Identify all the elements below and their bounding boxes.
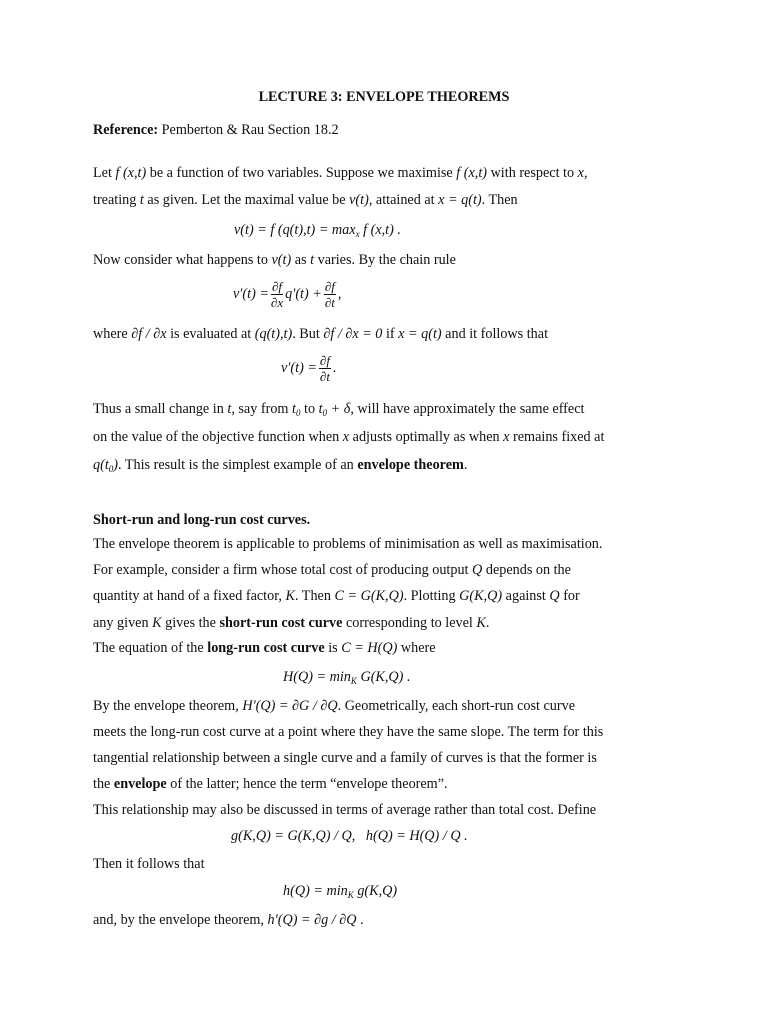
math-q-t-t: (q(t),t) [254,326,293,342]
q-t0-subscript: 0 [108,464,114,474]
math-df-dx: ∂f / ∂x [131,326,167,342]
eq-text: v(t) = f (q(t),t) = max [234,222,356,238]
q-t0-base: q(t [93,457,109,473]
section2-line-1: The envelope theorem is applicable to problems of minimisation as well as maximisation. [93,536,603,552]
math-v-t: v(t) [349,192,369,208]
eq-subscript: x [355,229,360,239]
math-df-dx-zero: ∂f / ∂x = 0 [323,326,383,342]
text: , will have approximately the same effect [350,401,585,417]
text: of the latter; hence the term “envelope theorem”. [166,776,448,792]
equation-2 [233,279,341,310]
text: The equation of the [93,640,208,656]
intro-line-5 [93,400,584,418]
section2-line-8: tangential relationship between a single curve and a family of curves is that the former is [93,750,597,766]
text: . Geometrically, each short-run cost curve [337,698,576,714]
section2-line-2 [93,561,571,579]
eq-subscript: K [347,890,354,900]
text: Let [93,165,116,181]
text: the [93,776,114,792]
math-K: K [152,615,162,631]
text: on the value of the objective function when [93,429,343,445]
page-title: LECTURE 3: ENVELOPE THEOREMS [258,89,510,105]
math-x-eq-q: x = q(t) [398,326,442,342]
math-G-K-Q: G(K,Q) [459,588,503,604]
fraction-df-dx [271,279,283,310]
eq-text: , [337,285,342,302]
eq-subscript: K [350,676,357,686]
text: be a function of two variables. Suppose we maximise [146,165,457,181]
math-C-eq-G: C = G(K,Q) [334,588,404,604]
text: and it follows that [441,326,549,342]
section2-line-3 [93,587,580,605]
text: . [463,457,468,473]
text: is [324,640,342,656]
math-f-x-t: f (x,t) [456,165,488,181]
equation-5: g(K,Q) = G(K,Q) / Q, h(Q) = H(Q) / Q . [231,828,468,844]
math-Q: Q [472,562,483,578]
eq-text: . [332,359,337,376]
t0-base: t [292,401,296,417]
numerator: ∂f [272,279,283,294]
eq-text: h(Q) = min [283,883,348,899]
equation-1 [234,221,401,239]
math-x: x [577,165,584,181]
text: By the envelope theorem, [93,698,243,714]
section2-line-12 [93,911,364,929]
section2-line-5 [93,639,436,657]
eq-text: G(K,Q) . [356,669,411,685]
fraction-df-dt [324,279,336,310]
intro-line-7 [93,456,467,474]
math-x: x [503,429,510,445]
text: remains fixed at [509,429,605,445]
text: treating [93,192,140,208]
math-Q: Q [549,588,560,604]
math-x-eq-q: x = q(t) [438,192,482,208]
section-heading: Short-run and long-run cost curves. [93,512,311,528]
text: , attained at [368,192,439,208]
text: any given [93,615,153,631]
text: corresponding to level [342,615,477,631]
math-K: K [285,588,295,604]
eq-text: g(K,Q) [353,883,398,899]
text: gives the [161,615,220,631]
text: for [559,588,580,604]
math-C-eq-H: C = H(Q) [341,640,398,656]
intro-line-1 [93,164,588,182]
section2-line-6 [93,697,575,715]
text: . Then [294,588,335,604]
text: . [485,615,490,631]
math-t: t [139,192,144,208]
bold-term: short-run cost curve [219,615,343,631]
text: , [583,165,588,181]
numerator: ∂f [324,279,335,294]
text: . This result is the simplest example of an [118,457,358,473]
text: For example, consider a firm whose total cost of producing output [93,562,473,578]
plus-delta: + δ [327,401,351,417]
bold-term: long-run cost curve [207,640,325,656]
denominator: ∂t [319,369,330,384]
math-H-prime: H′(Q) = ∂G / ∂Q [242,698,338,714]
q-t0-close: ) [113,457,118,473]
eq-text: q′(t) + [285,285,322,302]
t0-subscript: 0 [322,408,328,418]
math-t: t [310,252,315,268]
denominator: ∂x [270,295,284,310]
eq-text: H(Q) = min [283,669,351,685]
math-f-x-t: f (x,t) [115,165,147,181]
equation-4 [283,668,411,686]
text: if [382,326,399,342]
text: Thus a small change in [93,401,228,417]
math-K: K [476,615,486,631]
numerator: ∂f [319,353,330,368]
intro-line-3 [93,251,456,269]
t0-subscript: 0 [295,408,301,418]
text: varies. By the chain rule [314,252,456,268]
equation-3 [281,353,337,384]
eq-text: v′(t) = [281,359,317,376]
math-v-t: v(t) [271,252,292,268]
reference-label: Reference: [93,122,159,138]
math-x: x [342,429,350,445]
text: depends on the [482,562,571,578]
intro-line-2 [93,191,518,209]
text: is evaluated at [166,326,255,342]
fraction-df-dt [319,353,331,384]
text: adjusts optimally as when [349,429,504,445]
section2-line-7: meets the long-run cost curve at a point where they have the same slope. The term for this [93,724,604,740]
text: . Plotting [403,588,460,604]
eq-text: f (x,t) . [359,222,401,238]
bold-term: envelope theorem [357,457,464,473]
intro-line-6 [93,428,604,446]
math-t0-plus-delta [319,401,351,417]
t0-base: t [318,401,323,417]
text: with respect to [487,165,578,181]
text: . Then [481,192,518,208]
math-h-prime: h′(Q) = ∂g / ∂Q [267,912,357,928]
section2-line-9 [93,775,448,793]
equation-6 [283,882,397,900]
reference-text: Pemberton & Rau Section 18.2 [158,122,339,138]
text: Now consider what happens to [93,252,272,268]
text: as given. Let the maximal value be [143,192,350,208]
reference-line [93,121,339,139]
text: where [93,326,132,342]
text: to [300,401,319,417]
text: , say from [231,401,292,417]
eq-text: v′(t) = [233,285,269,302]
section2-line-4 [93,614,489,632]
text: against [502,588,550,604]
section2-line-10: This relationship may also be discussed in terms of average rather than total cost. Define [93,802,597,818]
text: . [356,912,364,928]
section2-line-11: Then it follows that [93,856,205,872]
text: . But [292,326,324,342]
denominator: ∂t [324,295,335,310]
text: and, by the envelope theorem, [93,912,268,928]
text: where [397,640,436,656]
math-q-t0 [93,457,118,473]
math-t: t [227,401,232,417]
text: as [291,252,311,268]
bold-term: envelope [113,776,167,792]
intro-line-4 [93,325,548,343]
text: quantity at hand of a fixed factor, [93,588,286,604]
